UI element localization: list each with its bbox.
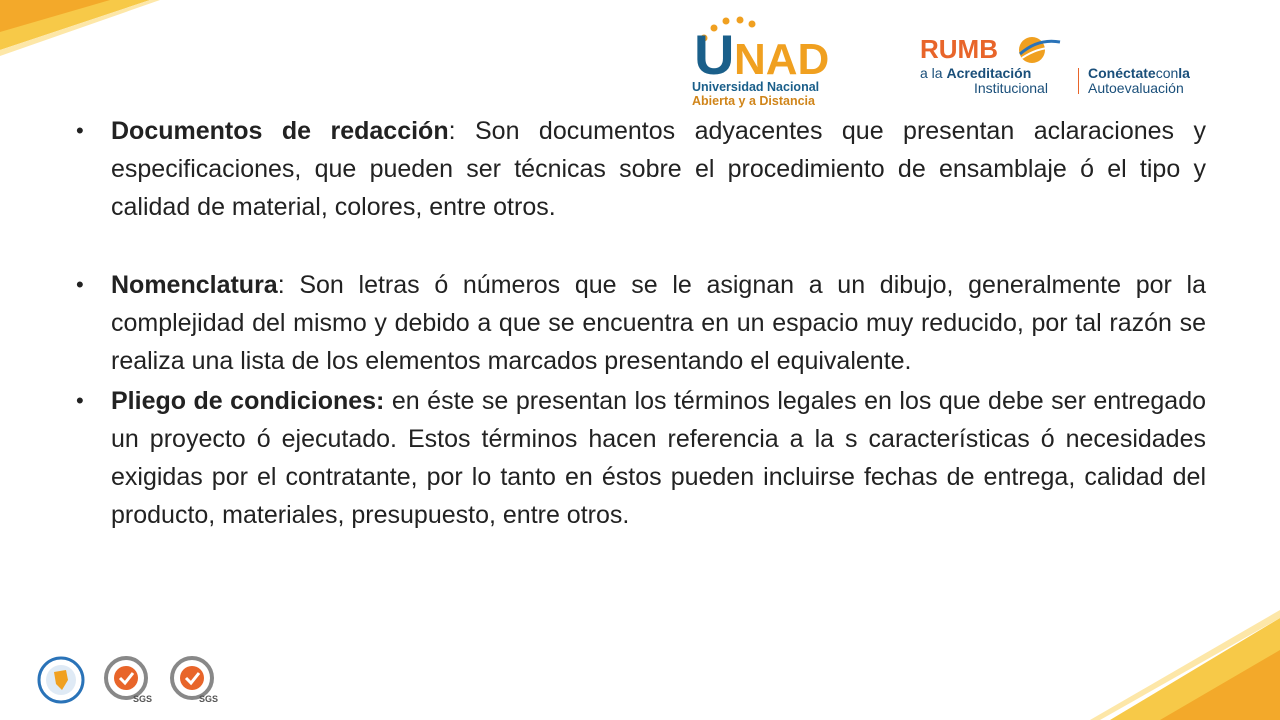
unad-wordmark (694, 28, 854, 80)
colombia-seal-icon (34, 656, 88, 704)
unad-name: Universidad Nacional Abierta y a Distancia (692, 80, 820, 108)
rumbo-line2: Institucional (974, 80, 1048, 96)
bullet-text: : Son documentos adyacentes que presentan aclaraciones y especificaciones, que pueden ser técnicas sobre el procedimiento de ensamblaje ó el tipo y calidad de material, colores, entre otros. (111, 117, 1207, 221)
globe-icon (1014, 34, 1064, 66)
svg-text:U: U (694, 28, 735, 80)
unad-logo (690, 14, 860, 110)
top-left-decoration (0, 0, 240, 80)
conectate-line1: Conéctateconla (1088, 65, 1190, 81)
bullet-pliego-condiciones (76, 382, 1206, 534)
bullet-nomenclatura (76, 266, 1206, 380)
bullet-term: Nomenclatura (111, 271, 278, 299)
sgs-seal-icon (100, 656, 156, 704)
bullet-icon: • (76, 388, 84, 413)
bullet-text: : Son letras ó números que se le asignan a un dibujo, generalmente por la complejidad del mismo y debido a que se encuentra en un espacio muy reducido, por tal razón se realiza una lista de los elementos marcados presentando el equivalente. (111, 271, 1206, 375)
bottom-right-decoration (1030, 610, 1280, 720)
bullet-documentos-redaccion (76, 112, 1206, 226)
svg-text:NAD: NAD (734, 35, 830, 80)
sgs-seal-icon (166, 656, 222, 704)
rumbo-line1: a la Acreditación (920, 65, 1032, 81)
bullet-term: Documentos de redacción (111, 117, 449, 145)
logo-divider (1078, 68, 1079, 94)
rumbo-wordmark: RUMB (920, 34, 998, 64)
bullet-icon: • (76, 118, 84, 143)
conectate-line2: Autoevaluación (1088, 80, 1184, 96)
sgs-label: SGS (133, 694, 153, 704)
bullet-term: Pliego de condiciones: (111, 387, 385, 415)
slide-content (76, 112, 1206, 534)
bullet-text: en éste se presentan los términos legales en los que debe ser entregado un proyecto ó ejecutado. Estos términos hacen referencia a la s características ó necesidades exigidas por el contratante, por lo tanto en éstos pueden incluirse fechas de entrega, calidad del producto, materiales, presupuesto, entre otros. (111, 387, 1206, 529)
sgs-label: SGS (199, 694, 219, 704)
bullet-icon: • (76, 272, 84, 297)
rumbo-acreditacion-logo (918, 34, 1238, 104)
